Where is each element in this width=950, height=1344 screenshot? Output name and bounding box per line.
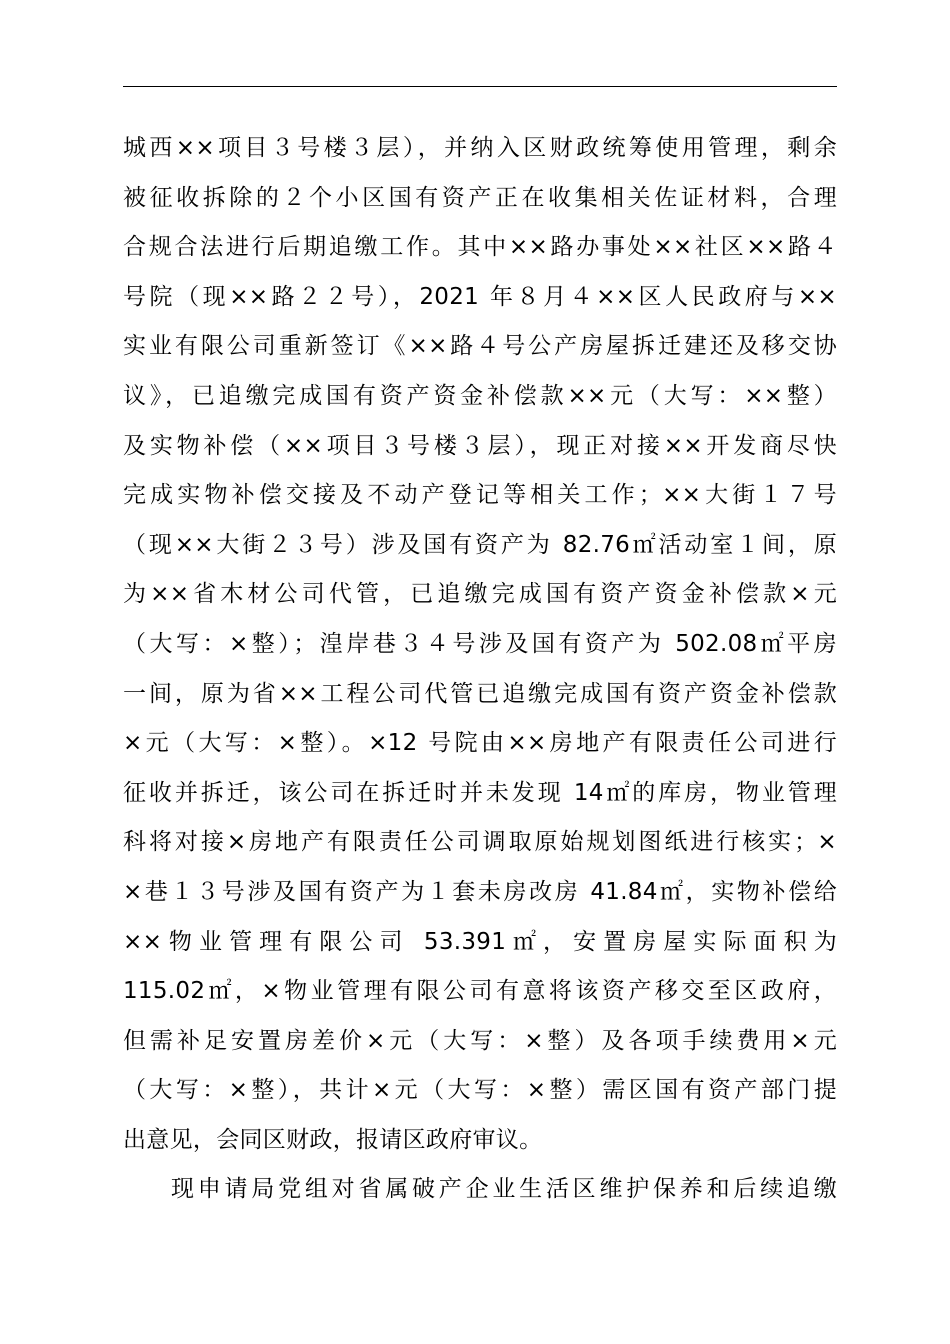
body-line-19: 但需补足安置房差价×元（大写：×整）及各项手续费用×元 <box>123 1027 837 1054</box>
body-line-13: ×元（大写：×整）。×12 号院由××房地产有限责任公司进行 <box>123 730 837 757</box>
body-line-16: ×巷１３号涉及国有资产为１套未房改房 41.84㎡，实物补偿给 <box>123 878 837 905</box>
body-line-21: 出意见，会同区财政，报请区政府审议。 <box>123 1126 543 1153</box>
body-line-10: 为××省木材公司代管，已追缴完成国有资产资金补偿款×元 <box>123 581 837 608</box>
body-line-1: 城西××项目３号楼３层），并纳入区财政统筹使用管理，剩余 <box>123 135 837 161</box>
body-line-7: 及实物补偿（××项目３号楼３层），现正对接××开发商尽快 <box>123 432 837 459</box>
body-line-17: ××物业管理有限公司 53.391㎡，安置房屋实际面积为 <box>123 928 837 955</box>
body-line-3: 合规合法进行后期追缴工作。其中××路办事处××社区××路４ <box>123 234 837 261</box>
body-line-15: 科将对接×房地产有限责任公司调取原始规划图纸进行核实；× <box>123 829 837 856</box>
header-rule <box>123 86 837 87</box>
body-line-20: （大写：×整），共计×元（大写：×整）需区国有资产部门提 <box>123 1077 837 1104</box>
document-body <box>123 124 837 1215</box>
body-line-12: 一间，原为省××工程公司代管已追缴完成国有资产资金补偿款 <box>123 680 837 707</box>
body-line-6: 议》，已追缴完成国有资产资金补偿款××元（大写：××整） <box>123 382 837 409</box>
body-line-5: 实业有限公司重新签订《××路４号公产房屋拆迁建还及移交协 <box>123 333 837 360</box>
body-line-14: 征收并拆迁，该公司在拆迁时并未发现 14㎡的库房，物业管理 <box>123 779 837 806</box>
body-line-4: 号院（现××路２２号），2021 年８月４××区人民政府与×× <box>123 283 837 310</box>
body-line-11: （大写：×整）；湟岸巷３４号涉及国有资产为 502.08㎡平房 <box>123 630 837 657</box>
body-line-9: （现××大街２３号）涉及国有资产为 82.76㎡活动室１间，原 <box>123 531 837 558</box>
body-line-18: 115.02㎡，×物业管理有限公司有意将该资产移交至区政府， <box>123 978 837 1005</box>
body-line-2: 被征收拆除的２个小区国有资产正在收集相关佐证材料，合理 <box>123 184 837 211</box>
body-line-22: 现申请局党组对省属破产企业生活区维护保养和后续追缴 <box>171 1176 837 1203</box>
body-line-8: 完成实物补偿交接及不动产登记等相关工作；××大街１７号 <box>123 482 837 509</box>
